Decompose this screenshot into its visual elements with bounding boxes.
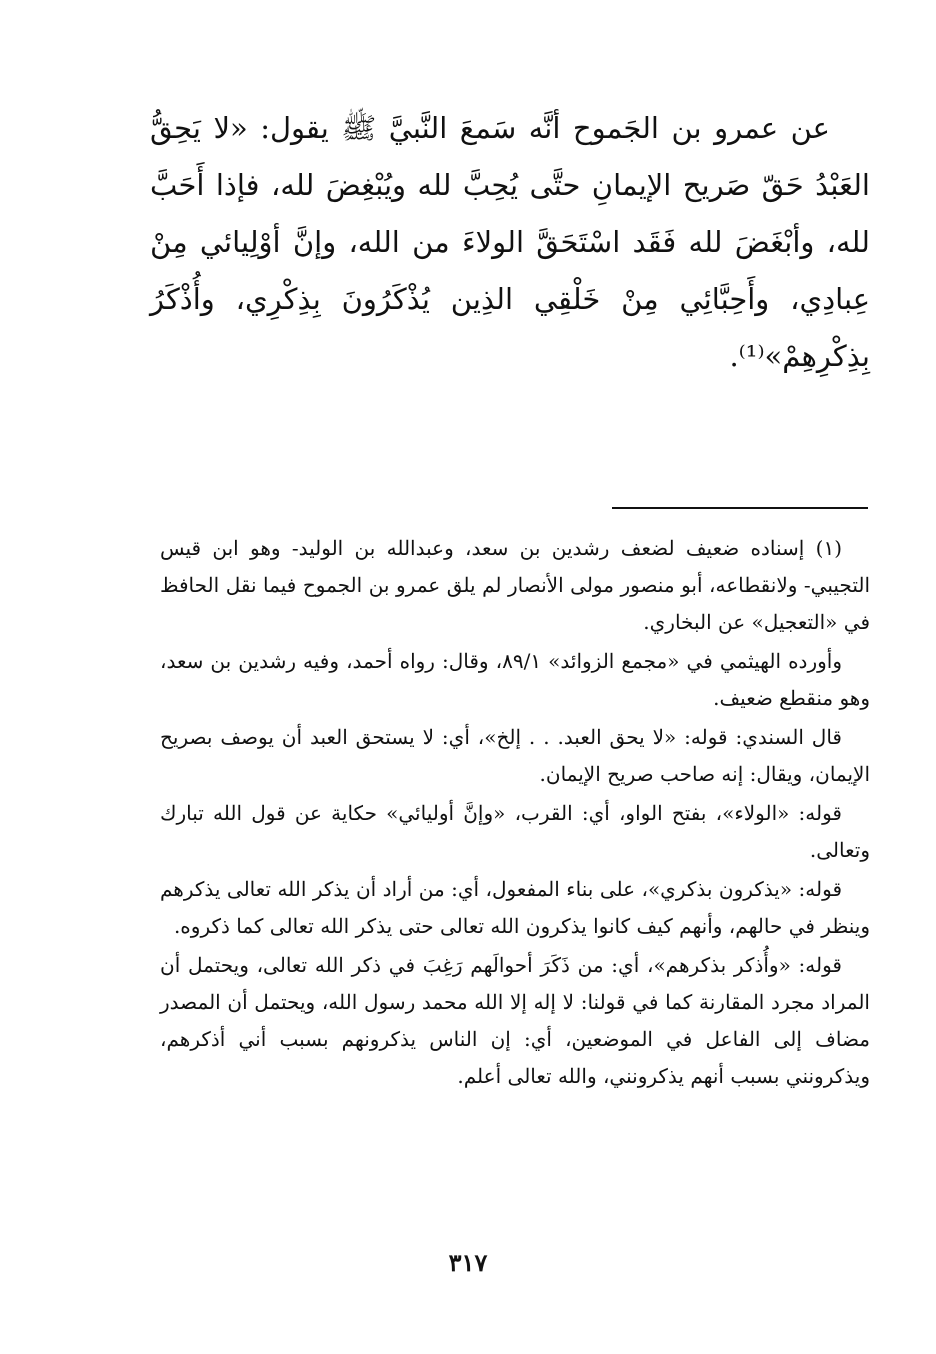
hadith-paragraph: عن عمرو بن الجَموح أنَّه سَمعَ النَّبيَّ ﷺ يقول: «لا يَحِقُّ العَبْدُ حَقّ صَريح الإيمانِ حتَّى يُحِبَّ لله ويُبْغِضَ لله، فإذا أَحَبَّ لله، وأبْغَضَ لله فَقَد اسْتَحَقَّ الولاءَ من الله، وإنَّ أوْلِيائي مِنْ عِبادِي، وأَحِبَّائِي مِنْ خَلْقِي الذِين يُذْكَرُونَ بِذِكْرِي، وأُذْكَرُ بِذِكْرِهِمْ»⁽¹⁾.: [150, 111, 870, 373]
footnote-separator: [612, 507, 868, 509]
footnote-paragraph: وأورده الهيثمي في «مجمع الزوائد» ٨٩/١، وقال: رواه أحمد، وفيه رشدين بن سعد، وهو منقطع ضعيف.: [160, 649, 870, 710]
footnote-paragraph: قال السندي: قوله: «لا يحق العبد. . . إلخ»، أي: لا يستحق العبد أن يوصف بصريح الإيمان، ويقال: إنه صاحب صريح الإيمان.: [160, 725, 870, 786]
footnote-paragraph: (١) إسناده ضعيف لضعف رشدين بن سعد، وعبدالله بن الوليد- وهو ابن قيس التجيبي- ولانقطاعه، أبو منصور مولى الأنصار لم يلق عمرو بن الجموح فيما نقل الحافظ في «التعجيل» عن البخاري.: [160, 536, 870, 634]
footnote-paragraph: قوله: «الولاء»، بفتح الواو، أي: القرب، «وإنَّ أوليائي» حكاية عن قول الله تبارك وتعالى.: [160, 801, 870, 862]
footnotes: [160, 530, 870, 1097]
page-number: ٣١٧: [448, 1248, 488, 1277]
main-text: [150, 100, 870, 385]
footnote-paragraph: قوله: «وأُذكر بذكرهم»، أي: من ذَكَرَ أحوالَهم رَغِبَ في ذكر الله تعالى، ويحتمل أن المراد مجرد المقارنة كما في قولنا: لا إله إلا الله محمد رسول الله، ويحتمل أن المصدر مضاف إلى الفاعل في الموضعين، أي: إن الناس يذكرونهم بسبب أني أذكرهم، ويذكرونني بسبب أنهم يذكرونني، والله تعالى أعلم.: [160, 953, 870, 1088]
footnote-paragraph: قوله: «يذكرون بذكري»، على بناء المفعول، أي: من أراد أن يذكر الله تعالى يذكرهم وينظر في حالهم، وأنهم كيف كانوا يذكرون الله تعالى حتى يذكر الله تعالى كما ذكروه.: [160, 877, 870, 938]
